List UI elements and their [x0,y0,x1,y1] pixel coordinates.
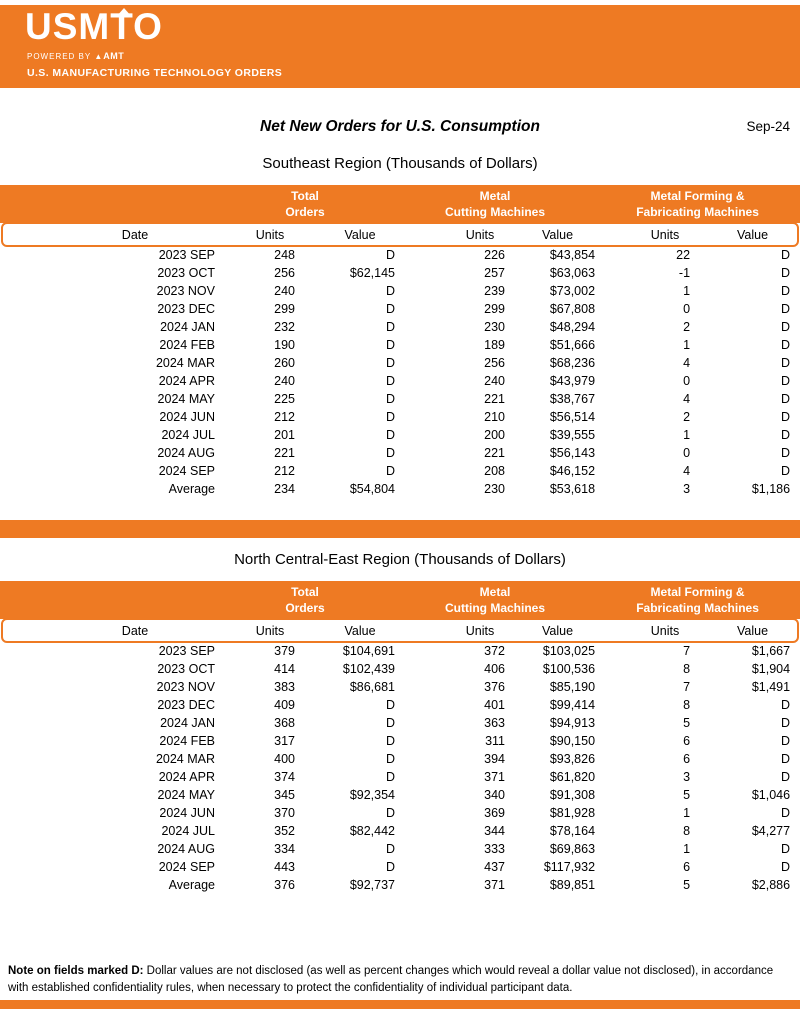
data-cell: 371 [484,770,506,784]
date-cell: 2024 AUG [157,446,215,460]
column-header-units: Units [215,223,295,246]
data-row [0,426,800,444]
page-title: Net New Orders for U.S. Consumption [260,118,540,135]
data-cell: D [781,716,791,730]
date-cell: 2024 JUN [159,806,215,820]
column-header-units: Units [595,223,690,246]
data-cell: $56,514 [549,410,596,424]
data-cell: 240 [484,374,506,388]
amt-logo: AMT [103,51,125,61]
data-cell: D [385,716,396,730]
data-cell: 383 [274,680,295,694]
data-cell: D [781,392,791,406]
data-cell: 5 [683,878,691,892]
data-cell: 376 [484,680,506,694]
date-cell: Average [168,482,215,496]
data-cell: $92,737 [349,878,396,892]
data-cell: 406 [484,662,506,676]
data-row [0,804,800,822]
data-cell: 311 [485,734,506,748]
data-cell: D [385,374,396,388]
date-cell: 2023 DEC [157,302,215,316]
footer-bar [0,1000,800,1009]
data-cell: D [385,284,396,298]
data-cell: 2 [683,320,691,334]
data-cell: D [385,770,396,784]
data-row [0,354,800,372]
data-cell: $86,681 [349,680,396,694]
data-cell: 8 [683,698,691,712]
data-cell: 340 [484,788,506,802]
data-cell: $43,979 [549,374,596,388]
date-cell: 2024 JUL [161,824,215,838]
powered-by-label: POWERED BY [27,52,92,61]
column-header-value: Value [295,619,395,642]
data-cell: $92,354 [349,788,396,802]
southeast-table-wrap [0,185,800,498]
data-cell: D [385,752,396,766]
column-header-units: Units [395,223,505,246]
data-cell: 239 [484,284,506,298]
region-title-southeast: Southeast Region (Thousands of Dollars) [262,155,538,172]
data-cell: 3 [683,482,691,496]
north-central-east-table-body [0,642,800,894]
data-row [0,408,800,426]
data-row [0,444,800,462]
data-cell: 372 [484,644,506,658]
data-row [0,336,800,354]
data-cell: 370 [274,806,295,820]
data-row [0,714,800,732]
data-cell: 0 [683,302,691,316]
data-cell: 344 [484,824,506,838]
data-cell: D [385,356,396,370]
data-cell: D [781,248,791,262]
region-title-north-central-east: North Central-East Region (Thousands of Dollars) [234,551,566,568]
data-cell: $39,555 [549,428,596,442]
data-cell: $91,308 [549,788,596,802]
data-cell: $73,002 [549,284,596,298]
data-cell: 368 [274,716,295,730]
group-label-line: Cutting Machines [445,601,546,615]
data-cell: $62,145 [349,266,396,280]
group-label-line: Orders [285,205,325,219]
group-label-line: Metal [479,584,511,599]
column-header-value: Value [690,619,800,642]
data-cell: 248 [274,248,295,262]
data-cell: D [781,428,791,442]
date-cell: 2023 SEP [158,644,215,658]
data-cell: $78,164 [549,824,596,838]
data-cell: 210 [484,410,506,424]
date-cell: 2024 MAR [155,356,215,370]
group-label-line: Cutting Machines [445,205,546,219]
group-header-spacer [0,581,215,619]
data-cell: $4,277 [751,824,791,838]
data-cell: D [781,860,791,874]
date-cell: 2024 MAY [157,392,215,406]
data-cell: $68,236 [549,356,596,370]
date-cell: 2023 OCT [157,662,215,676]
data-cell: 256 [484,356,506,370]
data-cell: 22 [676,248,691,262]
data-cell: 221 [484,446,506,460]
data-cell: D [781,320,791,334]
data-cell: 394 [484,752,506,766]
data-cell: 8 [683,824,691,838]
data-cell: $104,691 [342,644,396,658]
data-row [0,372,800,390]
data-cell: D [385,464,396,478]
masthead-tagline: U.S. MANUFACTURING TECHNOLOGY ORDERS [27,67,283,79]
data-cell: $1,667 [751,644,791,658]
average-row [0,480,800,498]
group-label-line: Total [291,188,319,203]
data-cell: $48,294 [549,320,596,334]
data-cell: 0 [683,446,691,460]
data-cell: $94,913 [549,716,596,730]
data-cell: 232 [274,320,295,334]
data-cell: D [781,302,791,316]
north-central-east-table [0,581,800,894]
average-row [0,876,800,894]
data-cell: 409 [274,698,295,712]
data-cell: $43,854 [549,248,596,262]
group-header-metal-forming [595,185,800,223]
data-cell: 371 [484,878,506,892]
group-label-line: Metal [479,188,511,203]
data-cell: 212 [274,410,295,424]
data-cell: D [385,842,396,856]
date-cell: 2024 JAN [160,716,215,730]
data-cell: 1 [683,338,691,352]
group-header-row [0,185,800,223]
footnote [8,963,790,997]
data-cell: D [781,734,791,748]
data-cell: D [385,302,396,316]
date-cell: 2024 FEB [159,734,215,748]
group-header-metal-cutting [395,185,595,223]
data-cell: $102,439 [342,662,396,676]
data-cell: 257 [484,266,506,280]
data-cell: $103,025 [542,644,596,658]
group-label-line: Orders [285,601,325,615]
data-cell: 401 [484,698,506,712]
date-cell: 2024 JUL [161,428,215,442]
data-cell: 352 [274,824,295,838]
data-row [0,840,800,858]
data-cell: 201 [274,428,295,442]
data-cell: 6 [683,734,691,748]
column-header-date: Date [0,619,215,642]
data-cell: $85,190 [549,680,596,694]
column-header-units: Units [395,619,505,642]
data-cell: $1,186 [751,482,791,496]
data-row [0,642,800,660]
group-header-spacer [0,185,215,223]
southeast-table [0,185,800,498]
data-cell: D [781,698,791,712]
data-cell: $117,932 [543,860,596,874]
data-cell: D [781,338,791,352]
data-cell: D [781,266,791,280]
column-header-date: Date [0,223,215,246]
data-cell: $1,046 [751,788,791,802]
data-cell: D [781,842,791,856]
data-cell: D [781,374,791,388]
data-cell: $53,618 [549,482,596,496]
group-label-line: Total [291,584,319,599]
data-row [0,822,800,840]
data-cell: 7 [683,644,691,658]
data-cell: 226 [484,248,506,262]
data-cell: D [385,806,396,820]
date-cell: 2024 SEP [158,860,215,874]
data-row [0,678,800,696]
date-cell: 2024 MAY [157,788,215,802]
data-cell: D [781,464,791,478]
data-cell: $54,804 [349,482,396,496]
data-row [0,264,800,282]
data-row [0,246,800,264]
column-header-units: Units [215,619,295,642]
section-divider-bar [0,520,800,538]
group-label-line: Metal Forming & [650,584,745,599]
data-cell: 7 [683,680,691,694]
data-cell: 443 [274,860,295,874]
column-header-value: Value [505,619,595,642]
data-row [0,300,800,318]
data-cell: 6 [683,860,691,874]
group-header-metal-cutting [395,581,595,619]
data-row [0,732,800,750]
data-cell: $69,863 [549,842,596,856]
data-cell: $51,666 [549,338,596,352]
data-cell: 4 [683,356,691,370]
data-cell: 334 [274,842,295,856]
data-cell: 240 [274,284,295,298]
data-cell: D [385,392,396,406]
date-cell: 2024 APR [158,374,215,388]
data-cell: 260 [274,356,295,370]
data-cell: D [781,356,791,370]
data-cell: D [781,806,791,820]
group-header-row [0,581,800,619]
group-header-metal-forming [595,581,800,619]
date-cell: 2023 DEC [157,698,215,712]
column-header-row [0,619,800,642]
data-cell: $81,928 [549,806,596,820]
data-cell: $67,808 [549,302,596,316]
data-cell: $1,491 [751,680,791,694]
data-cell: 240 [274,374,295,388]
data-row [0,750,800,768]
data-cell: 212 [274,464,295,478]
data-cell: 363 [484,716,506,730]
report-month: Sep-24 [746,119,790,134]
data-cell: $99,414 [549,698,596,712]
data-cell: $82,442 [349,824,396,838]
date-cell: 2023 SEP [158,248,215,262]
date-cell: Average [168,878,215,892]
data-cell: 317 [274,734,295,748]
data-cell: 234 [274,482,295,496]
date-cell: 2024 SEP [158,464,215,478]
data-cell: $46,152 [549,464,596,478]
data-cell: 230 [484,320,506,334]
data-cell: $2,886 [751,878,791,892]
amt-triangle-icon: ▲ [94,52,104,61]
title-row [0,0,800,138]
data-cell: $100,536 [542,662,596,676]
data-row [0,282,800,300]
footnote-text: Dollar values are not disclosed (as well as percent changes which would reveal a dollar value not disclosed), in accordance with established confidentiality rules, when necessary to protect the confidentiality of individual participant data. [8,965,774,994]
footnote-label: Note on fields marked D: [8,965,144,977]
data-cell: 374 [274,770,295,784]
data-cell: D [385,428,396,442]
data-cell: 189 [484,338,506,352]
data-row [0,786,800,804]
data-cell: 1 [683,842,691,856]
date-cell: 2024 JAN [160,320,215,334]
data-cell: D [781,446,791,460]
data-row [0,858,800,876]
data-cell: D [781,410,791,424]
usmto-logo: USMTO [25,6,163,47]
data-cell: 221 [274,446,295,460]
column-header-value: Value [505,223,595,246]
data-cell: 414 [274,662,295,676]
data-cell: D [781,752,791,766]
group-header-total-orders [215,581,395,619]
date-cell: 2024 FEB [159,338,215,352]
data-cell: 376 [274,878,295,892]
group-label-line: Metal Forming & [650,188,745,203]
data-cell: $63,063 [549,266,596,280]
data-cell: 299 [274,302,295,316]
data-cell: D [385,860,396,874]
data-cell: D [385,320,396,334]
data-cell: 1 [683,284,691,298]
data-cell: $90,150 [549,734,596,748]
column-header-units: Units [595,619,690,642]
data-cell: 369 [484,806,506,820]
data-cell: 2 [683,410,691,424]
data-row [0,660,800,678]
data-cell: 5 [683,788,691,802]
data-cell: 437 [484,860,506,874]
southeast-table-body [0,246,800,498]
data-row [0,696,800,714]
data-cell: 0 [683,374,691,388]
data-row [0,318,800,336]
data-cell: 208 [484,464,506,478]
date-cell: 2024 JUN [159,410,215,424]
data-cell: D [385,446,396,460]
data-cell: $61,820 [549,770,596,784]
data-cell: 230 [484,482,506,496]
column-header-value: Value [295,223,395,246]
data-cell: 3 [683,770,691,784]
data-cell: 400 [274,752,295,766]
data-cell: 221 [484,392,506,406]
group-label-line: Fabricating Machines [636,601,759,615]
data-row [0,768,800,786]
data-cell: D [781,770,791,784]
column-header-row [0,223,800,246]
data-cell: 1 [683,428,691,442]
date-cell: 2023 OCT [157,266,215,280]
data-cell: -1 [678,266,691,280]
date-cell: 2024 APR [158,770,215,784]
data-cell: $93,826 [549,752,596,766]
data-cell: D [385,338,396,352]
data-cell: $38,767 [549,392,596,406]
group-label-line: Fabricating Machines [636,205,759,219]
data-cell: 190 [274,338,295,352]
data-cell: D [385,734,396,748]
north-central-east-table-wrap [0,581,800,894]
data-cell: D [385,410,396,424]
data-cell: $89,851 [549,878,596,892]
data-cell: 5 [683,716,691,730]
data-cell: 1 [683,806,691,820]
data-cell: $1,904 [751,662,791,676]
data-cell: 225 [274,392,295,406]
data-cell: 8 [683,662,691,676]
date-cell: 2023 NOV [156,680,215,694]
date-cell: 2024 AUG [157,842,215,856]
data-cell: 200 [484,428,506,442]
data-cell: 256 [274,266,295,280]
data-cell: D [781,284,791,298]
data-cell: 379 [274,644,295,658]
data-cell: 299 [484,302,506,316]
data-cell: D [385,248,396,262]
data-cell: 333 [484,842,506,856]
data-row [0,390,800,408]
data-cell: $56,143 [549,446,596,460]
date-cell: 2023 NOV [156,284,215,298]
data-cell: 4 [683,464,691,478]
group-header-total-orders [215,185,395,223]
data-cell: D [385,698,396,712]
date-cell: 2024 MAR [155,752,215,766]
data-cell: 345 [274,788,295,802]
column-header-value: Value [690,223,800,246]
data-cell: 4 [683,392,691,406]
data-row [0,462,800,480]
data-cell: 6 [683,752,691,766]
